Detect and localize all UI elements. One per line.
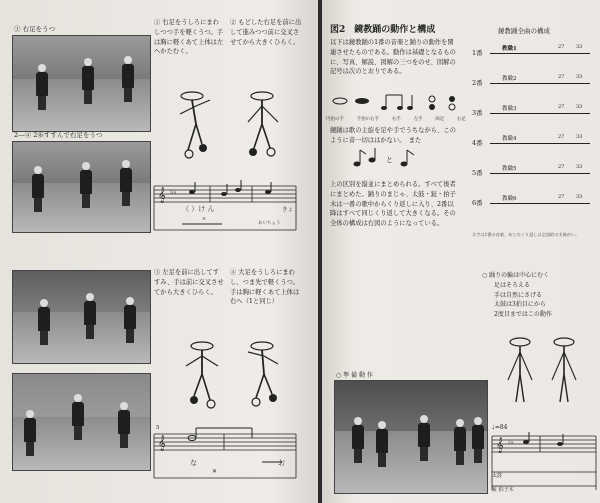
row-label: 4番 xyxy=(472,139,483,147)
stick-figure-step1 xyxy=(170,88,230,166)
row-label: 2番 xyxy=(472,79,483,87)
symbol-label: 右足 xyxy=(456,117,466,122)
row-label: 6番 xyxy=(472,199,483,207)
structure-title: 鏡教踊全曲の構成 xyxy=(498,27,550,35)
structure-chart xyxy=(472,40,594,230)
right-page xyxy=(322,0,600,503)
tempo-mark: ♩=84 xyxy=(492,424,508,431)
score2-lyric-1: な xyxy=(190,459,197,467)
photo1-caption: ① 右足をうつ xyxy=(14,25,56,33)
svg-text:×: × xyxy=(202,216,207,222)
step3-text: ③ 左足を前に出してすすみ、手は前に交叉させてから大きくひらく。 xyxy=(154,269,224,296)
svg-text:𝄞: 𝄞 xyxy=(496,438,504,453)
stick-figure-step2 xyxy=(238,88,298,166)
score-label: 太鼓 xyxy=(492,473,503,479)
row-number: 27 xyxy=(558,104,565,110)
score2-measure-number: 5 xyxy=(156,425,160,431)
structure-note: 太字は1番の音楽、あとのくり返しは全国的の太鼓がい。 xyxy=(472,232,580,237)
svg-text:♭♭: ♭♭ xyxy=(170,188,177,196)
step1-text: ① 右足をうしろにまわしつつ手を軽くうつ。手は胸に軽くあて上体は左へかたむく。 xyxy=(154,19,224,56)
photo2-caption: 2—④ 2歩すすんで右足をうつ xyxy=(14,131,103,139)
score1-lyric: （ ）け ん xyxy=(182,205,215,213)
svg-text:𝄞: 𝄞 xyxy=(158,188,166,203)
step2-text: ② もどした右足を前に出して進みつつ前に交叉させてから大きくひらく。 xyxy=(230,19,302,46)
svg-text:✕: ✕ xyxy=(212,468,218,475)
row-text: 教職5 xyxy=(502,166,517,172)
legend-line: 太鼓は3拍目にから xyxy=(494,301,546,309)
symbol-labels xyxy=(326,116,466,122)
row-text: 教職6 xyxy=(502,196,517,202)
note-example xyxy=(352,146,432,170)
legend-lines xyxy=(494,281,552,319)
symbol-label: 両足 xyxy=(435,117,445,122)
row-text: 教職3 xyxy=(502,106,517,112)
row-number: 33 xyxy=(576,74,583,80)
symbol-label: 円拍の手 xyxy=(326,117,344,122)
row-number: 27 xyxy=(558,74,565,80)
score2-lyric-2: お xyxy=(278,459,285,467)
row-number: 27 xyxy=(558,44,565,50)
legend-line: 手は自然にさげる xyxy=(494,291,543,299)
row-label: 5番 xyxy=(472,169,483,177)
stick-figures-ready xyxy=(500,334,590,414)
row-label: 3番 xyxy=(472,109,483,117)
svg-text:と: と xyxy=(386,156,393,164)
intro-paragraph: 以下は鏡教踊の1番の音楽と踊りの動作を関連させたものである。動作は基礎となるものに、写真、解説、図解の三つをのせ、図解の記号は次のとおりである。 xyxy=(330,39,456,76)
photo-step4 xyxy=(12,373,151,471)
row-text: 教職4 xyxy=(502,136,517,142)
row-number: 27 xyxy=(558,134,565,140)
paragraph-3: 上の区別を縦並にまとめられる。すべて後者にまとめた。踊りのまじゃ、太鼓・鉦・拍子木は一番の歌中からくり返しに入り、2番以降はすべて同じくり返して大きくなる。その全体の構成は右図のようになっている。 xyxy=(330,181,456,227)
row-number: 33 xyxy=(576,44,583,50)
row-number: 33 xyxy=(576,164,583,170)
svg-text:♭♭: ♭♭ xyxy=(508,439,514,446)
photo-step1 xyxy=(12,35,151,132)
photo-step3 xyxy=(12,270,151,364)
stick-figure-step3 xyxy=(174,338,234,416)
stick-figure-step4 xyxy=(238,338,298,416)
symbol-row xyxy=(332,92,462,114)
step4-text: ④ 大足をうしろにまわし、つま先で軽くうつ。手は胸に軽くあて上体は右へ（1と同じ） xyxy=(230,269,300,306)
score1-mark: きょ xyxy=(282,207,294,213)
row-text: 教職1 xyxy=(502,46,517,52)
paragraph-2: 鏡踊は歌の主旋を足や手でうちながら、このように音一切ははかない。 また xyxy=(330,127,456,144)
photo-step2 xyxy=(12,141,151,233)
row-text: 教職2 xyxy=(502,76,517,82)
prep-caption: ○ 準 備 動 作 xyxy=(336,372,373,379)
row-number: 33 xyxy=(576,134,583,140)
score-label: 鉦 拍子木 xyxy=(492,487,514,493)
row-number: 27 xyxy=(558,194,565,200)
score-2 xyxy=(152,428,298,488)
row-number: 27 xyxy=(558,164,565,170)
row-number: 33 xyxy=(576,194,583,200)
legend-line: 2度目まではこの動作 xyxy=(494,310,552,318)
legend-line: 足はそろえる xyxy=(494,282,531,289)
symbol-label: 手拍の右手 xyxy=(356,117,380,122)
score1-under: あいちょう xyxy=(258,221,281,226)
legend-title: ○ 踊りの輪は中心にむく xyxy=(482,272,550,279)
figure-heading: 図2 鏡教踊の動作と構成 xyxy=(330,25,436,35)
row-number: 33 xyxy=(576,104,583,110)
symbol-label: 右手 xyxy=(391,117,401,122)
row-label: 1番 xyxy=(472,49,483,57)
svg-text:𝄞: 𝄞 xyxy=(158,436,166,451)
score-1 xyxy=(152,180,298,240)
symbol-label: 左手 xyxy=(413,117,423,122)
photo-prep xyxy=(334,380,488,494)
